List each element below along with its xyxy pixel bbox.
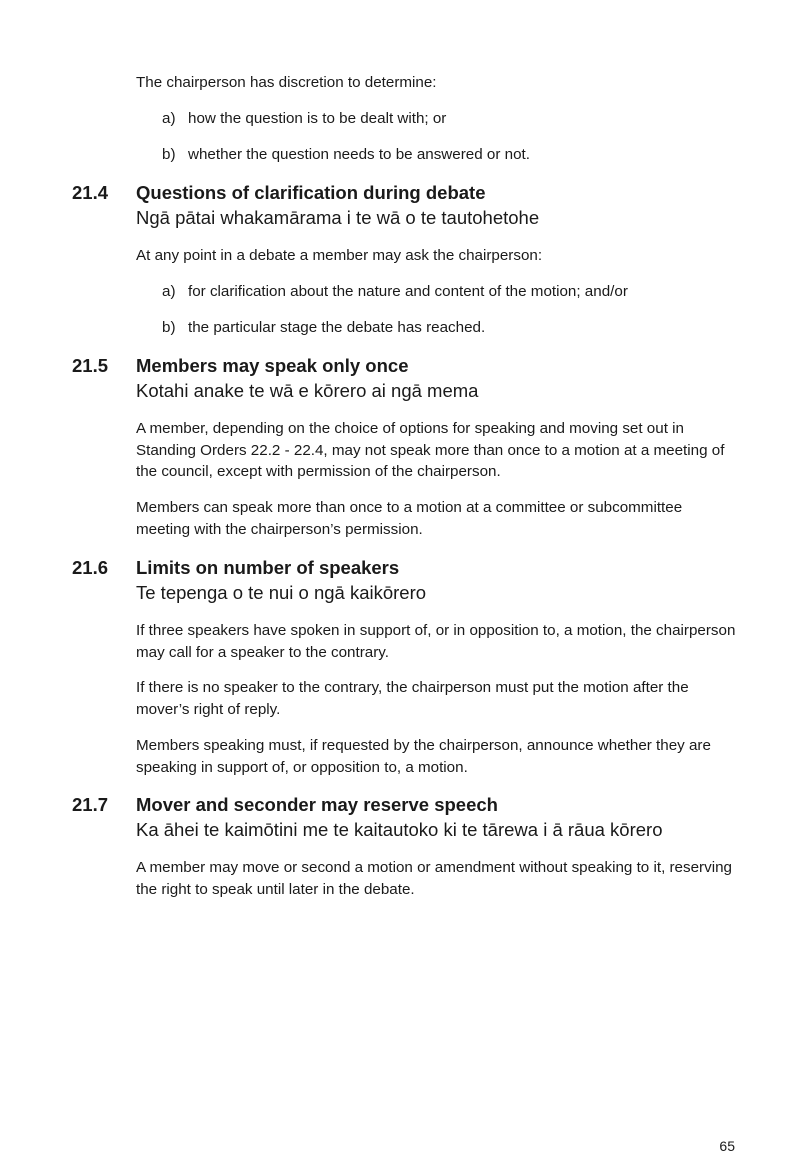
list-item-text: the particular stage the debate has reached. bbox=[188, 319, 486, 336]
section-subtitle-21-4: Ngā pātai whakamārama i te wā o te tautohetohe bbox=[136, 207, 540, 228]
section-21-4-paragraph-1: At any point in a debate a member may ask the chairperson: bbox=[136, 247, 543, 264]
section-title-21-6: Limits on number of speakers bbox=[136, 557, 400, 578]
list-marker: b) bbox=[162, 319, 176, 336]
intro-list-item-a bbox=[162, 108, 742, 130]
section-number-21-6: 21.6 bbox=[72, 557, 109, 578]
section-number-21-7: 21.7 bbox=[72, 794, 109, 815]
section-21-4-list-item-a bbox=[162, 281, 742, 303]
section-21-6-paragraph-3: Members speaking must, if requested by the chairperson, announce whether they are speaking in support of, or opposition to, a motion. bbox=[136, 737, 711, 776]
section-title-21-4: Questions of clarification during debate bbox=[136, 182, 486, 203]
section-number-21-4: 21.4 bbox=[72, 182, 109, 203]
list-item-text: whether the question needs to be answered or not. bbox=[188, 146, 530, 163]
list-marker: a) bbox=[162, 110, 176, 127]
list-item-text: how the question is to be dealt with; or bbox=[188, 110, 447, 127]
section-number-21-5: 21.5 bbox=[72, 355, 109, 376]
list-item-text: for clarification about the nature and content of the motion; and/or bbox=[188, 283, 628, 300]
section-subtitle-21-6: Te tepenga o te nui o ngā kaikōrero bbox=[136, 582, 427, 603]
list-marker: a) bbox=[162, 283, 176, 300]
section-21-4-list-item-b bbox=[162, 317, 742, 339]
section-21-6-paragraph-1: If three speakers have spoken in support of, or in opposition to, a motion, the chairperson may call for a speaker to the contrary. bbox=[136, 622, 736, 661]
section-subtitle-21-5: Kotahi anake te wā e kōrero ai ngā mema bbox=[136, 380, 479, 401]
section-title-21-7: Mover and seconder may reserve speech bbox=[136, 794, 498, 815]
list-marker: b) bbox=[162, 146, 176, 163]
page-number: 65 bbox=[719, 1138, 735, 1154]
section-21-7-paragraph-1: A member may move or second a motion or amendment without speaking to it, reserving the right to speak until later in the debate. bbox=[136, 859, 732, 898]
intro-paragraph: The chairperson has discretion to determine: bbox=[136, 74, 437, 91]
section-21-5-paragraph-1: A member, depending on the choice of options for speaking and moving set out in Standing Orders 22.2 - 22.4, may not speak more than once to a motion at a meeting of the council, except with permission of the chairperson. bbox=[136, 420, 725, 480]
section-title-21-5: Members may speak only once bbox=[136, 355, 409, 376]
section-21-6-paragraph-2: If there is no speaker to the contrary, the chairperson must put the motion after the mover’s right of reply. bbox=[136, 679, 689, 718]
section-subtitle-21-7: Ka āhei te kaimōtini me te kaitautoko ki te tārewa i ā rāua kōrero bbox=[136, 819, 663, 840]
section-21-5-paragraph-2: Members can speak more than once to a motion at a committee or subcommittee meeting with the chairperson’s permission. bbox=[136, 499, 683, 538]
intro-list-item-b bbox=[162, 144, 742, 166]
